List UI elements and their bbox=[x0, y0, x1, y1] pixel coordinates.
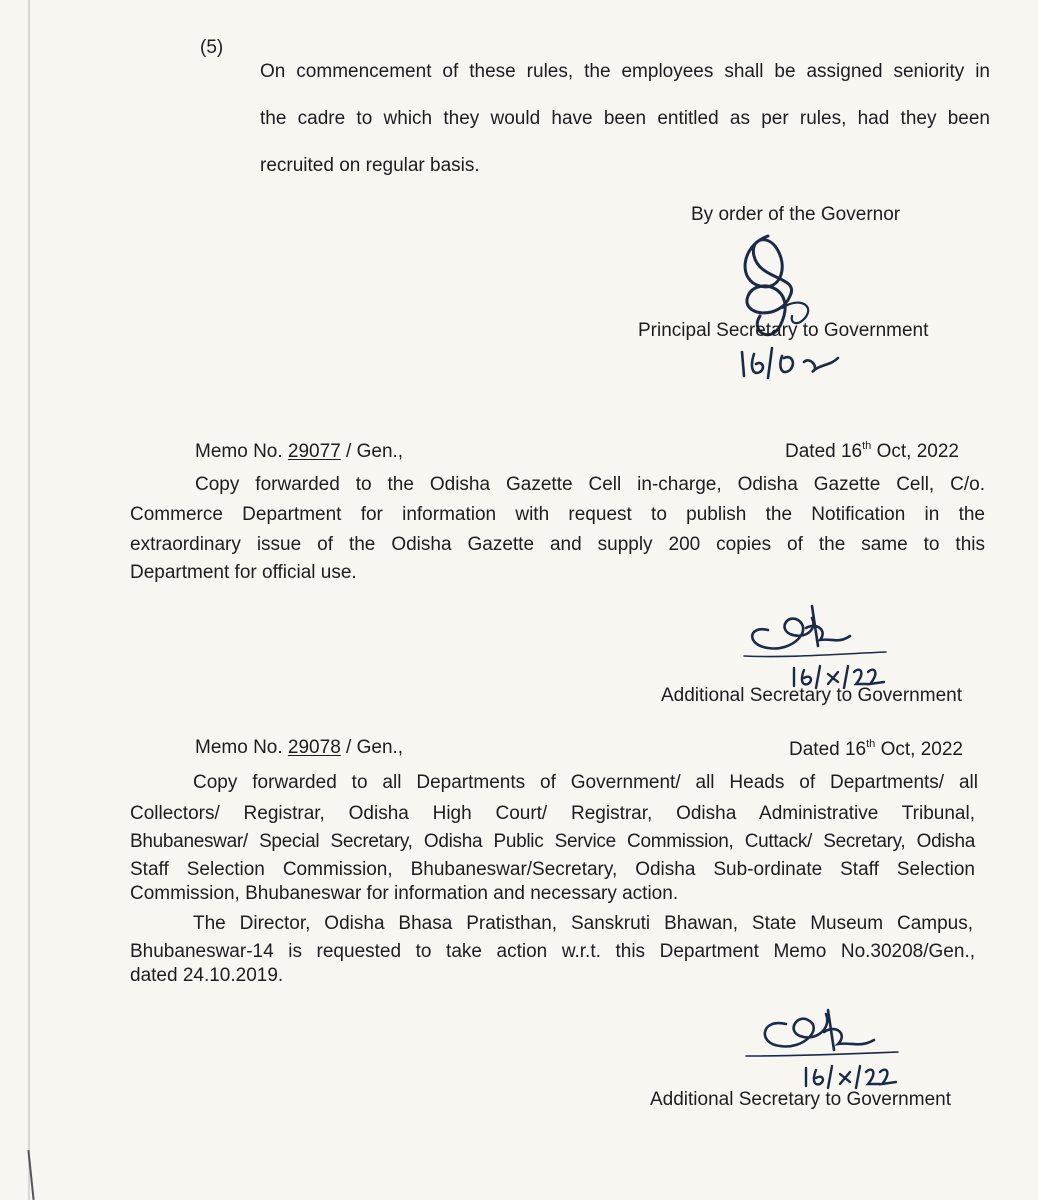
memo-2-label: Memo No. bbox=[195, 737, 283, 758]
memo-2-designation: Additional Secretary to Government bbox=[650, 1089, 951, 1110]
rule-5-line: the cadre to which they would have been entitled as per rules, had they been bbox=[260, 108, 990, 129]
rule-5-paragraph bbox=[260, 48, 990, 189]
memo-2-date-year: Oct, 2022 bbox=[875, 739, 963, 760]
memo-2-director-line: dated 24.10.2019. bbox=[130, 965, 284, 986]
memo-2-number-line bbox=[195, 738, 403, 757]
memo-2-date-text: Dated 16 bbox=[789, 739, 867, 760]
memo-2-body-line: Collectors/ Registrar, Odisha High Court/ Registrar, Odisha Administrative Tribunal, bbox=[130, 803, 975, 824]
memo-2-body-line: Staff Selection Commission, Bhubaneswar/Secretary, Odisha Sub-ordinate Staff Selection bbox=[130, 859, 975, 880]
memo-1-body-line: Department for official use. bbox=[130, 562, 357, 583]
memo-2-body-line: Copy forwarded to all Departments of Government/ all Heads of Departments/ all bbox=[193, 772, 978, 793]
rule-5-line: On commencement of these rules, the employees shall be assigned seniority in bbox=[260, 61, 990, 82]
memo-1-date-text: Dated 16 bbox=[785, 441, 863, 462]
rule-5-line: recruited on regular basis. bbox=[260, 155, 480, 176]
memo-2-director-line: The Director, Odisha Bhasa Pratisthan, Sanskruti Bhawan, State Museum Campus, bbox=[193, 913, 973, 934]
memo-1-body-line: Commerce Department for information with request to publish the Notification in the bbox=[130, 504, 985, 525]
memo-1-number: 29077 bbox=[287, 441, 341, 462]
memo-2-date-sup: th bbox=[866, 738, 876, 750]
memo-1-date bbox=[785, 442, 959, 461]
memo-2-director-line: Bhubaneswar-14 is requested to take action w.r.t. this Department Memo No.30208/Gen., bbox=[130, 941, 975, 962]
principal-secretary-signature bbox=[720, 226, 860, 396]
memo-2-body-line: Bhubaneswar/ Special Secretary, Odisha Public Service Commission, Cuttack/ Secretary, Odisha bbox=[130, 831, 975, 852]
memo-1-signature bbox=[738, 600, 888, 690]
memo-1-suffix: / Gen., bbox=[346, 441, 404, 462]
rule-number: (5) bbox=[200, 37, 224, 58]
memo-2-signature bbox=[740, 1006, 900, 1096]
memo-1-date-year: Oct, 2022 bbox=[871, 441, 959, 462]
memo-1-body-line: extraordinary issue of the Odisha Gazette and supply 200 copies of the same to this bbox=[130, 534, 985, 555]
principal-secretary-designation: Principal Secretary to Government bbox=[638, 320, 929, 341]
memo-1-number-line bbox=[195, 442, 403, 461]
memo-2-suffix: / Gen., bbox=[346, 737, 404, 758]
by-order-text: By order of the Governor bbox=[691, 204, 901, 225]
memo-1-date-sup: th bbox=[862, 440, 872, 452]
memo-1-body-line: Copy forwarded to the Odisha Gazette Cell in-charge, Odisha Gazette Cell, C/o. bbox=[195, 474, 985, 495]
scan-edge-line bbox=[28, 0, 30, 1200]
memo-2-body-line: Commission, Bhubaneswar for information and necessary action. bbox=[130, 883, 679, 904]
memo-1-label: Memo No. bbox=[195, 441, 283, 462]
memo-2-number: 29078 bbox=[287, 737, 341, 758]
memo-2-date bbox=[789, 740, 963, 759]
memo-1-designation: Additional Secretary to Government bbox=[661, 685, 962, 706]
